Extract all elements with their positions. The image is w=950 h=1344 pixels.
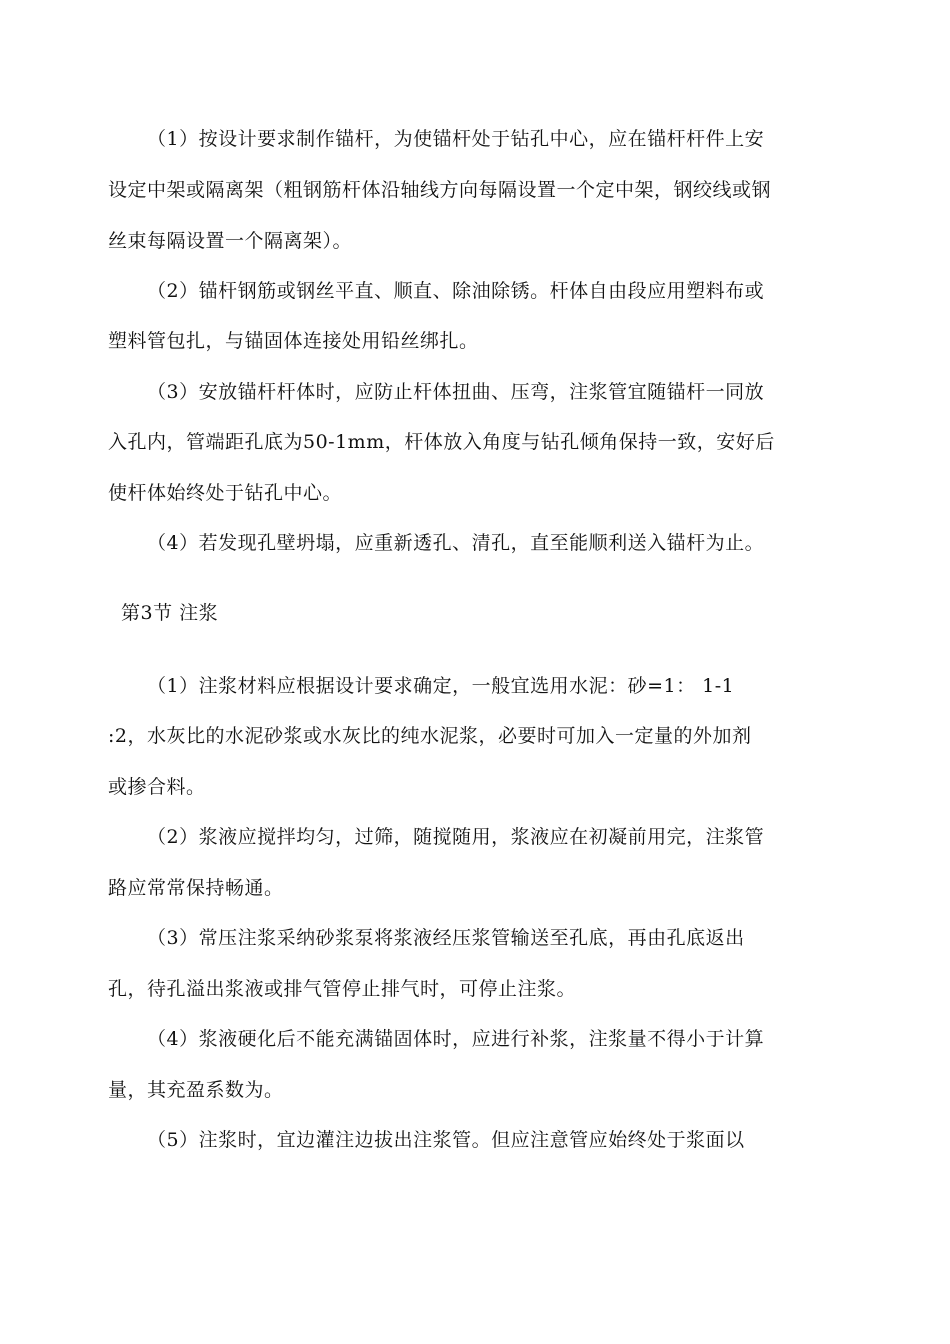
- text-line: 路应常常保持畅通。: [108, 877, 284, 899]
- text-line: 使杆体始终处于钻孔中心。: [108, 482, 343, 504]
- text-line: 孔，待孔溢出浆液或排气管停止排气时，可停止注浆。: [108, 978, 577, 1000]
- text-line: （3）常压注浆采纳砂浆泵将浆液经压浆管输送至孔底，再由孔底返出: [147, 927, 745, 949]
- text-line: 入孔内，管端距孔底为50-1mm，杆体放入角度与钻孔倾角保持一致，安好后: [108, 431, 775, 453]
- text-line: :2，水灰比的水泥砂浆或水灰比的纯水泥浆，必要时可加入一定量的外加剂: [108, 725, 752, 747]
- text-line: （4）若发现孔壁坍塌，应重新透孔、清孔，直至能顺利送入锚杆为止。: [147, 532, 765, 554]
- text-line: （1）按设计要求制作锚杆，为使锚杆处于钻孔中心，应在锚杆杆件上安: [147, 128, 765, 150]
- text-line: （2）浆液应搅拌均匀，过筛，随搅随用，浆液应在初凝前用完，注浆管: [147, 826, 765, 848]
- text-line: 设定中架或隔离架（粗钢筋杆体沿轴线方向每隔设置一个定中架，钢绞线或钢: [108, 179, 772, 201]
- text-line: 量，其充盈系数为。: [108, 1079, 284, 1101]
- text-line: （2）锚杆钢筋或钢丝平直、顺直、除油除锈。杆体自由段应用塑料布或: [147, 280, 765, 302]
- text-line: （1）注浆材料应根据设计要求确定，一般宜选用水泥：砂=1： 1-1: [147, 675, 735, 697]
- text-line: （5）注浆时，宜边灌注边拔出注浆管。但应注意管应始终处于浆面以: [147, 1129, 745, 1151]
- text-line: 塑料管包扎，与锚固体连接处用铅丝绑扎。: [108, 330, 479, 352]
- section-heading: 第3节 注浆: [121, 602, 219, 624]
- text-line: （3）安放锚杆杆体时，应防止杆体扭曲、压弯，注浆管宜随锚杆一同放: [147, 381, 765, 403]
- text-line: （4）浆液硬化后不能充满锚固体时，应进行补浆，注浆量不得小于计算: [147, 1028, 765, 1050]
- text-line: 丝束每隔设置一个隔离架）。: [108, 230, 353, 252]
- text-line: 或掺合料。: [108, 776, 206, 798]
